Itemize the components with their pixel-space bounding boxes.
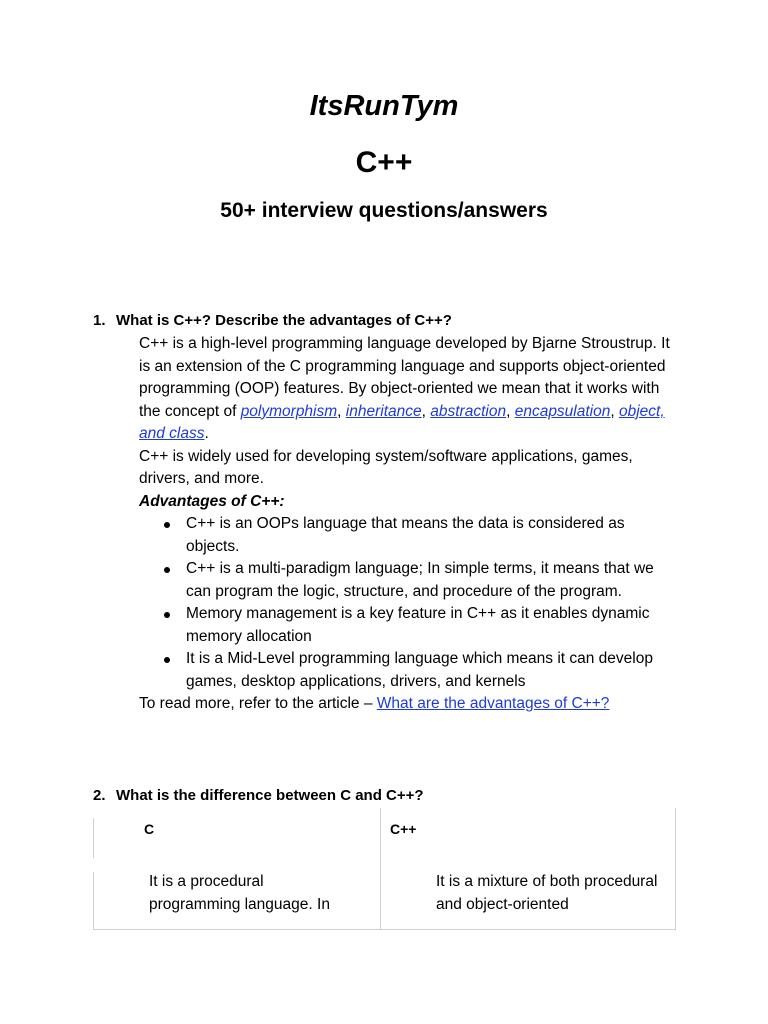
- table-border: [675, 808, 676, 930]
- table-header-c: C: [144, 821, 155, 837]
- list-item: Memory management is a key feature in C++ as it enables dynamic memory allocation: [139, 603, 679, 648]
- question-text: What is the difference between C and C++?: [116, 787, 424, 804]
- table-border: [93, 818, 94, 858]
- read-more-link[interactable]: What are the advantages of C++?: [376, 695, 610, 712]
- advantages-list: [139, 513, 679, 693]
- link-polymorphism[interactable]: polymorphism: [240, 402, 338, 420]
- question-text: What is C++? Describe the advantages of C++?: [116, 312, 452, 329]
- subtitle: 50+ interview questions/answers: [220, 199, 548, 222]
- question-1-heading: [93, 312, 452, 329]
- usage-paragraph: C++ is widely used for developing system/software applications, games, drivers, and more.: [139, 447, 633, 487]
- question-number: 1.: [93, 312, 106, 329]
- table-cell-cpp: It is a mixture of both procedural and object-oriented: [436, 873, 658, 913]
- read-more-prefix: To read more, refer to the article –: [139, 695, 377, 712]
- link-abstraction[interactable]: abstraction: [430, 402, 507, 420]
- read-more-line: [139, 693, 679, 716]
- intro-text: C++ is a high-level programming language developed by Bjarne Stroustrup. It is an extension of the C programming language and supports object-oriented programming (OOP) features. By object-oriented we mean that it works with the concept of: [139, 335, 670, 420]
- list-item: C++ is an OOPs language that means the data is considered as objects.: [139, 513, 679, 558]
- table-cell-c: It is a procedural programming language. In: [149, 873, 330, 913]
- brand-title: ItsRunTym: [309, 90, 459, 122]
- question-number: 2.: [93, 787, 106, 804]
- link-encapsulation[interactable]: encapsulation: [514, 402, 611, 420]
- table-header-cpp: C++: [390, 821, 417, 837]
- question-2-heading: [93, 787, 424, 804]
- table-border: [380, 808, 381, 930]
- link-object-and-class[interactable]: object, and class: [139, 402, 665, 442]
- answer-paragraph: C++ is a high-level programming language developed by Bjarne Stroustrup. It is an extension of the C programming language and supports object-oriented programming (OOP) features. By object-oriented we mean that it works with the concept of polymorphism, inheritance, abstraction, encapsulation, object, and class.: [139, 335, 670, 442]
- advantages-heading: Advantages of C++:: [139, 492, 285, 510]
- table-border: [93, 872, 94, 930]
- link-inheritance[interactable]: inheritance: [345, 402, 422, 420]
- table-border: [93, 929, 676, 930]
- language-title: C++: [355, 146, 413, 179]
- list-item: C++ is a multi-paradigm language; In simple terms, it means that we can program the logic, structure, and procedure of the program.: [139, 558, 679, 603]
- question-1-answer: [139, 333, 679, 716]
- comparison-table: [93, 808, 676, 930]
- list-item: It is a Mid-Level programming language which means it can develop games, desktop applications, drivers, and kernels: [139, 648, 679, 693]
